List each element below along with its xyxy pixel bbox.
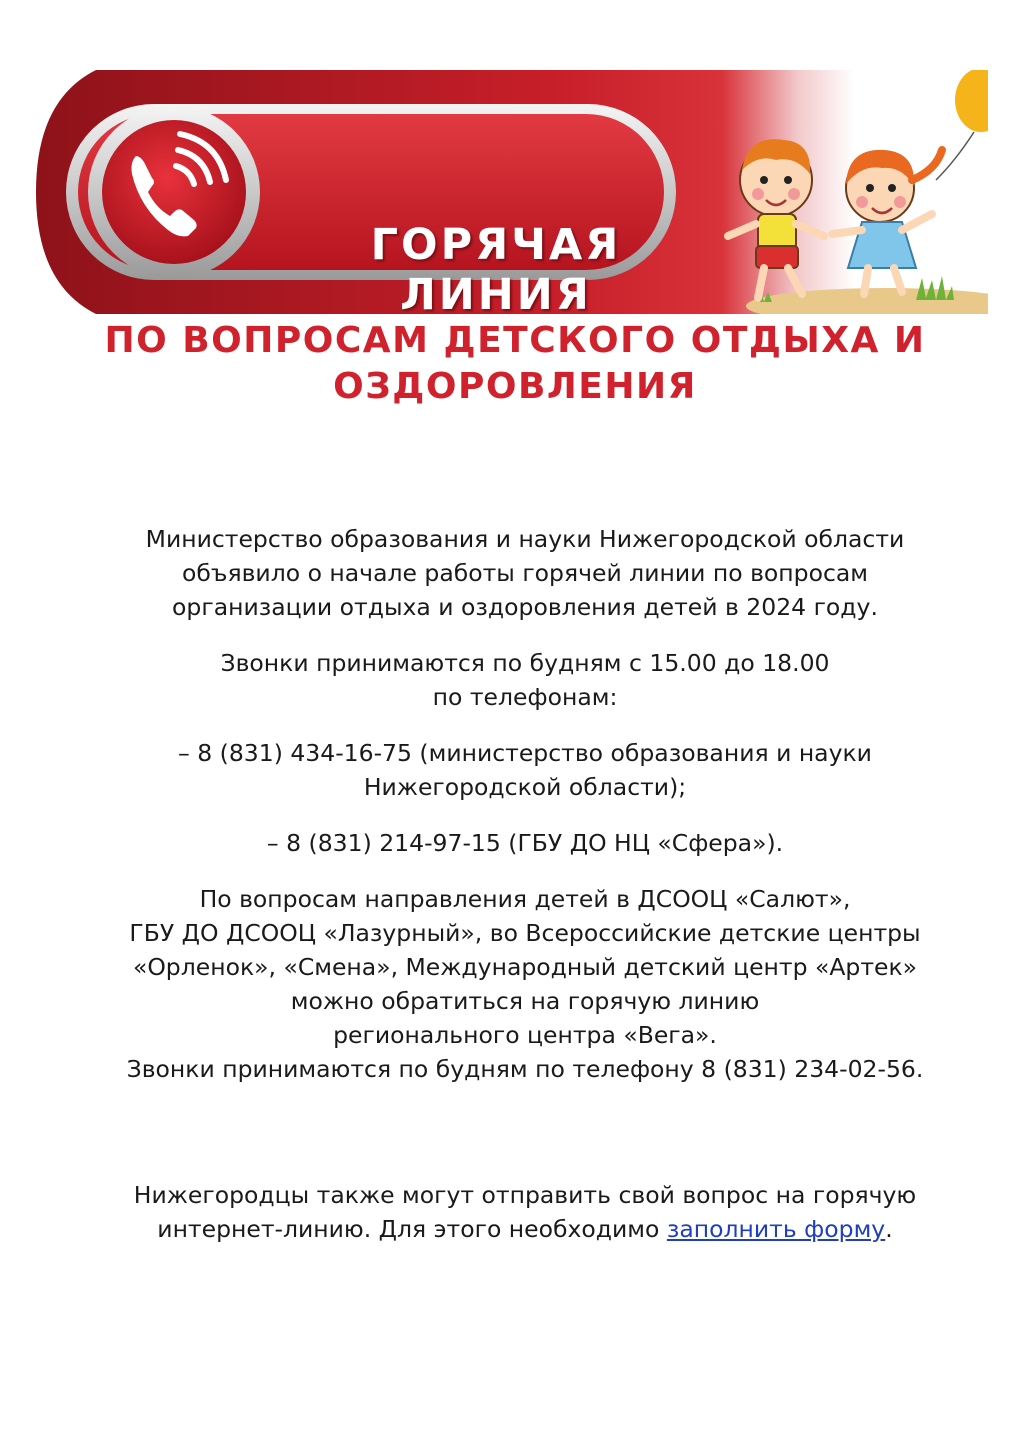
- phone-entry-sfera: [50, 826, 1000, 860]
- subtitle-line2: ОЗДОРОВЛЕНИЯ: [333, 366, 697, 407]
- paragraph-ministry-announcement: [50, 522, 1000, 624]
- text-line: Звонки принимаются по будням с 15.00 до 18.00: [220, 649, 830, 677]
- announcement-body: [50, 522, 1000, 1246]
- text-line: По вопросам направления детей в ДСООЦ «Салют»,: [199, 885, 851, 913]
- text-line: Нижегородской области);: [363, 773, 687, 801]
- banner-title-line2: ЛИНИЯ: [400, 270, 592, 320]
- text-line: Звонки принимаются по будням по телефону 8 (831) 234-02-56.: [126, 1055, 924, 1083]
- text-line-with-link: [50, 1212, 1000, 1246]
- text-line: Министерство образования и науки Нижегородской области: [145, 525, 905, 553]
- text-fragment: интернет-линию. Для этого необходимо: [157, 1215, 667, 1243]
- hotline-banner: [36, 70, 988, 320]
- phone-entry-ministry: [50, 736, 1000, 804]
- text-line: организации отдыха и оздоровления детей в 2024 году.: [172, 593, 878, 621]
- text-line: Нижегородцы также могут отправить свой вопрос на горячую: [133, 1181, 917, 1209]
- paragraph-vega-center: [50, 882, 1000, 1086]
- paragraph-online-form: [50, 1178, 1000, 1246]
- text-line: – 8 (831) 434-16-75 (министерство образования и науки: [178, 739, 872, 767]
- text-fragment: .: [885, 1215, 893, 1243]
- banner-title-line1: ГОРЯЧАЯ: [370, 220, 622, 270]
- text-line: объявило о начале работы горячей линии по вопросам: [181, 559, 869, 587]
- fill-form-link[interactable]: заполнить форму: [666, 1215, 886, 1243]
- subtitle-line1: ПО ВОПРОСАМ ДЕТСКОГО ОТДЫХА И: [104, 320, 926, 361]
- banner-title: [326, 220, 666, 320]
- text-line: можно обратиться на горячую линию: [290, 987, 760, 1015]
- text-line: ГБУ ДО ДСООЦ «Лазурный», во Всероссийские детские центры: [129, 919, 921, 947]
- page-subtitle: [40, 318, 990, 410]
- text-line: по телефонам:: [432, 683, 618, 711]
- text-line: «Орленок», «Смена», Международный детский центр «Артек»: [132, 953, 918, 981]
- text-line: регионального центра «Вега».: [333, 1021, 717, 1049]
- text-line: – 8 (831) 214-97-15 (ГБУ ДО НЦ «Сфера»).: [266, 829, 784, 857]
- paragraph-call-hours: [50, 646, 1000, 714]
